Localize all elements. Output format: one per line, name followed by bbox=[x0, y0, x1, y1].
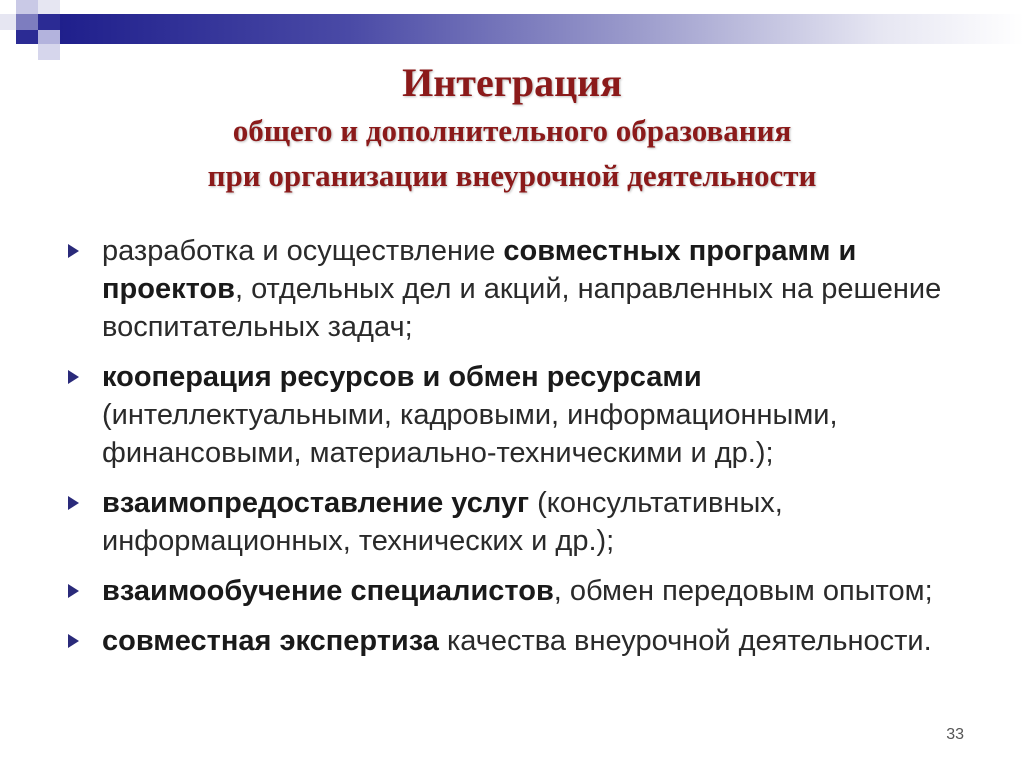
page-number: 33 bbox=[946, 726, 964, 743]
item-bold-text: взаимопредоставление услуг bbox=[102, 487, 530, 519]
arrow-bullet-icon bbox=[68, 496, 79, 510]
arrow-bullet-icon bbox=[68, 634, 79, 648]
item-text: (интеллектуальными, кадровыми, информационными, финансовыми, материально-техническими и др.); bbox=[102, 399, 838, 469]
item-text: (консультативных, информационных, технических и др.); bbox=[102, 487, 783, 557]
item-bold-text: кооперация ресурсов и обмен ресурсами bbox=[102, 361, 702, 393]
item-bold-text: совместная экспертиза bbox=[102, 625, 439, 657]
list-item bbox=[60, 232, 960, 346]
arrow-bullet-icon bbox=[68, 370, 79, 384]
decor-square bbox=[38, 14, 60, 30]
list-item bbox=[60, 358, 960, 472]
decor-square bbox=[16, 14, 38, 30]
decor-square bbox=[38, 30, 60, 44]
header-gradient-bar bbox=[60, 14, 1024, 44]
arrow-bullet-icon bbox=[68, 584, 79, 598]
slide-title bbox=[0, 58, 1024, 198]
decor-square bbox=[0, 14, 16, 30]
item-bold-text: совместных программ и проектов bbox=[102, 235, 857, 305]
bullet-list bbox=[60, 232, 960, 672]
title-line-2: общего и дополнительного образования bbox=[232, 113, 792, 148]
decor-square bbox=[16, 30, 38, 44]
item-text: , обмен передовым опытом; bbox=[553, 575, 933, 607]
arrow-bullet-icon bbox=[68, 244, 79, 258]
item-text: качества внеурочной деятельности. bbox=[438, 625, 932, 657]
decor-square bbox=[38, 0, 60, 14]
list-item bbox=[60, 572, 960, 610]
title-line-3: при организации внеурочной деятельности bbox=[207, 158, 817, 193]
item-bold-text: взаимообучение специалистов bbox=[102, 575, 554, 607]
header-decoration bbox=[0, 0, 1024, 62]
title-main: Интеграция bbox=[402, 60, 622, 105]
item-text: разработка и осуществление bbox=[102, 235, 504, 267]
list-item bbox=[60, 484, 960, 560]
list-item bbox=[60, 622, 960, 660]
item-text: , отдельных дел и акций, направленных на решение воспитательных задач; bbox=[102, 273, 942, 343]
decor-square bbox=[16, 0, 38, 14]
